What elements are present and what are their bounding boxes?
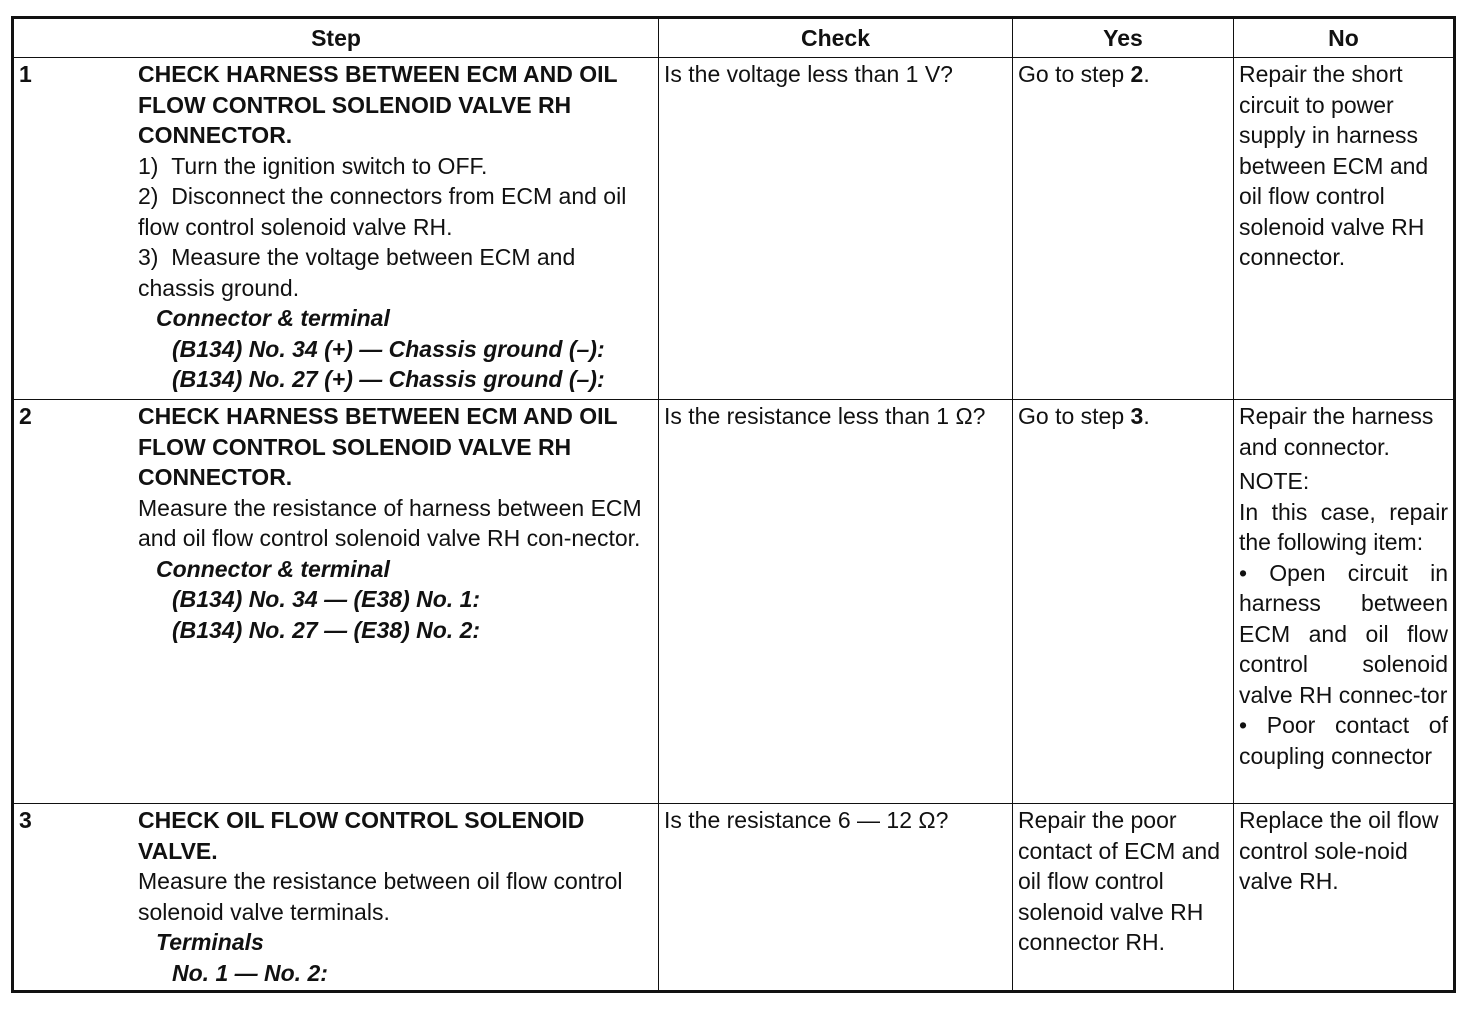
table-row [13, 804, 1455, 992]
step-item: 2) Disconnect the connectors from ECM and oil flow control solenoid valve RH. [138, 183, 627, 240]
table-row [13, 400, 1455, 804]
step-ref: 2 [1130, 61, 1144, 87]
no-cell [1234, 400, 1455, 804]
connector-label: Connector & terminal [156, 555, 390, 582]
step-item: 1) Turn the ignition switch to OFF. [138, 152, 488, 179]
note-item: • Open circuit in harness between ECM and oil flow control solenoid valve RH connec-tor [1239, 559, 1448, 708]
yes-cell [1013, 58, 1234, 400]
check-cell: Is the resistance 6 — 12 Ω? [659, 804, 1013, 992]
terminal-spec: (B134) No. 27 (+) — Chassis ground (–): [172, 366, 605, 392]
step-cell [13, 804, 659, 992]
yes-cell [1013, 400, 1234, 804]
check-cell: Is the resistance less than 1 Ω? [659, 400, 1013, 804]
terminal-spec: (B134) No. 34 — (E38) No. 1: [172, 586, 481, 612]
step-title: CHECK HARNESS BETWEEN ECM AND OIL FLOW CONTROL SOLENOID VALVE RH CONNECTOR. [138, 403, 618, 490]
step-number: 1 [19, 61, 32, 87]
diagnostic-table [11, 16, 1456, 993]
step-item: 3) Measure the voltage between ECM and chassis ground. [138, 244, 576, 301]
header-check: Check [659, 18, 1013, 58]
header-no: No [1234, 18, 1455, 58]
yes-text: Go to step [1018, 403, 1131, 429]
header-row [13, 18, 1455, 58]
header-yes: Yes [1013, 18, 1234, 58]
terminal-spec: (B134) No. 34 (+) — Chassis ground (–): [172, 335, 605, 362]
yes-cell: Repair the poor contact of ECM and oil flow control solenoid valve RH connector RH. [1013, 804, 1234, 992]
header-step: Step [13, 18, 659, 58]
yes-text: Go to step [1018, 61, 1131, 87]
step-body: Measure the resistance of harness between ECM and oil flow control solenoid valve RH con-nector. [138, 494, 642, 551]
note-intro: In this case, repair the following item: [1239, 498, 1448, 555]
step-title: CHECK OIL FLOW CONTROL SOLENOID VALVE. [138, 807, 585, 864]
table-row [13, 58, 1455, 400]
no-text: Repair the harness and connector. [1239, 403, 1434, 460]
step-ref: 3 [1130, 403, 1144, 429]
terminal-spec: (B134) No. 27 — (E38) No. 2: [172, 616, 481, 643]
yes-suffix: . [1143, 61, 1150, 87]
step-title: CHECK HARNESS BETWEEN ECM AND OIL FLOW CONTROL SOLENOID VALVE RH CONNECTOR. [138, 61, 618, 148]
step-cell [13, 400, 659, 804]
connector-label: Terminals [156, 929, 264, 955]
step-number: 3 [19, 807, 32, 833]
no-cell: Repair the short circuit to power supply in harness between ECM and oil flow control solenoid valve RH connector. [1234, 58, 1455, 400]
check-cell: Is the voltage less than 1 V? [659, 58, 1013, 400]
step-body: Measure the resistance between oil flow control solenoid valve terminals. [138, 868, 623, 925]
terminal-spec: No. 1 — No. 2: [172, 959, 328, 986]
step-number: 2 [19, 403, 32, 429]
no-cell: Replace the oil flow control sole-noid valve RH. [1234, 804, 1455, 992]
connector-label: Connector & terminal [156, 305, 390, 331]
note-item: • Poor contact of coupling connector [1239, 712, 1448, 769]
step-cell [13, 58, 659, 400]
note-label: NOTE: [1239, 468, 1310, 494]
yes-suffix: . [1143, 403, 1150, 429]
